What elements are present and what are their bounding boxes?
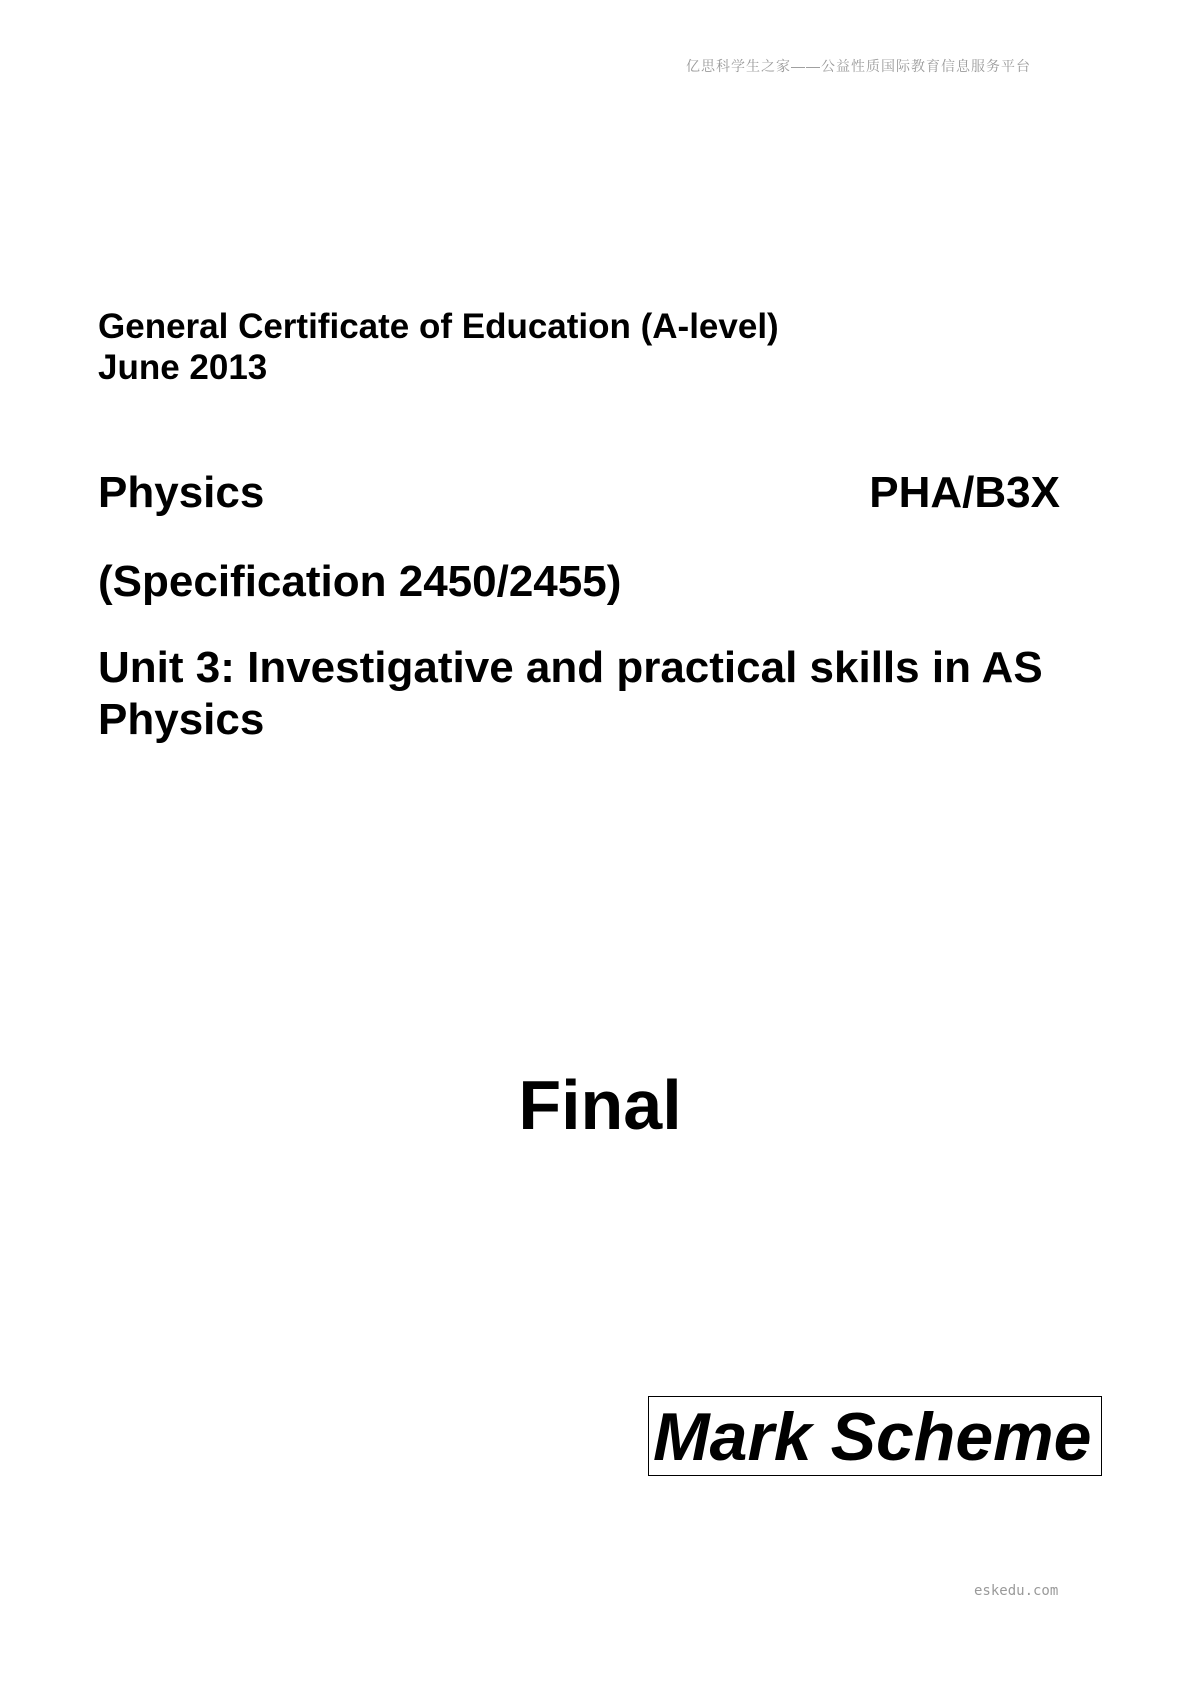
footer-watermark: eskedu.com xyxy=(974,1583,1059,1599)
header-watermark: 亿思科学生之家——公益性质国际教育信息服务平台 xyxy=(686,58,1031,74)
exam-date: June 2013 xyxy=(98,348,268,387)
mark-scheme-box xyxy=(648,1396,1102,1476)
certificate-title: General Certificate of Education (A-level) xyxy=(98,307,779,346)
unit-title: Unit 3: Investigative and practical skills in AS Physics xyxy=(98,643,1043,744)
final-status-label: Final xyxy=(518,1066,682,1144)
paper-code: PHA/B3X xyxy=(869,468,1060,517)
specification-label: (Specification 2450/2455) xyxy=(98,557,622,606)
subject-title: Physics xyxy=(98,468,265,517)
mark-scheme-label: Mark Scheme xyxy=(653,1399,1092,1475)
